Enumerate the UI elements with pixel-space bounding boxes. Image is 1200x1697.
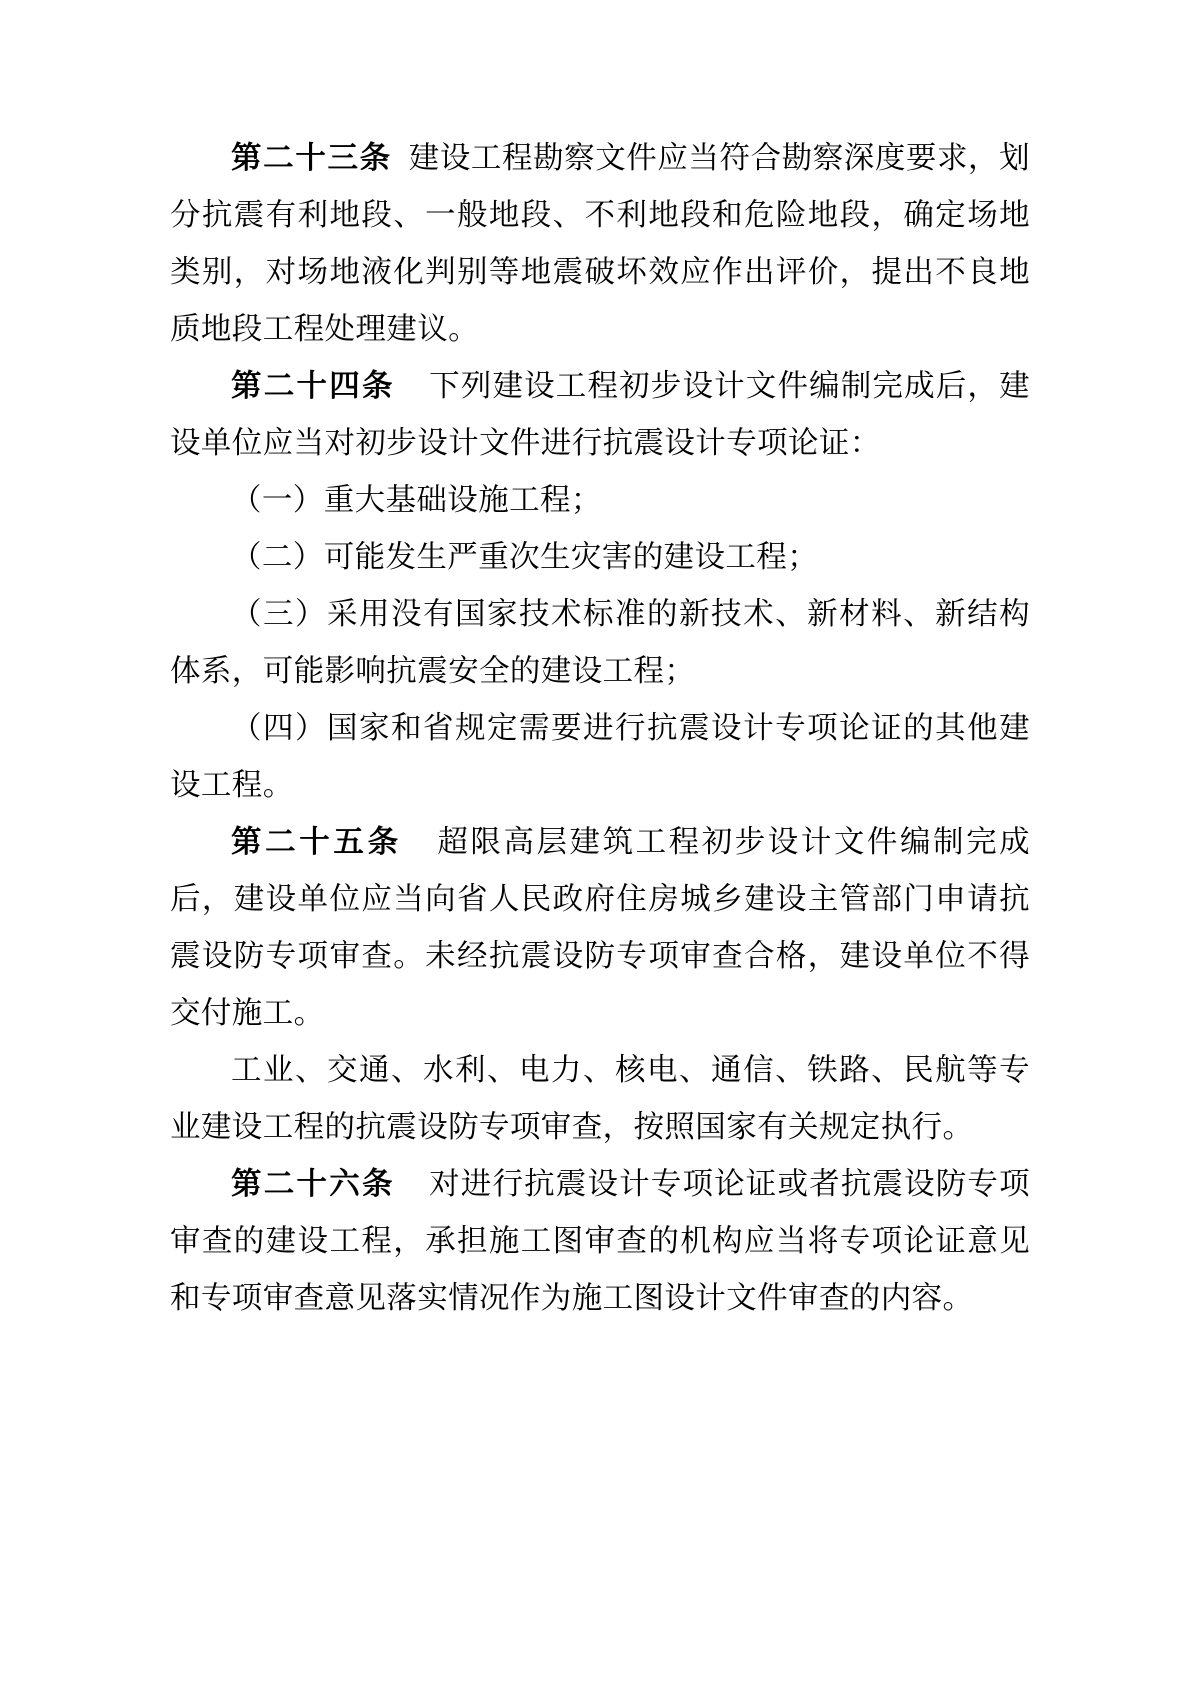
list-item-3: [170, 586, 1030, 700]
list-item-1: [170, 472, 1030, 529]
list-item-text: （二）可能发生严重次生灾害的建设工程；: [231, 540, 819, 575]
paragraph-text: 工业、交通、水利、电力、核电、通信、铁路、民航等专业建设工程的抗震设防专项审查，按照国家有关规定执行。: [170, 1053, 1030, 1145]
paragraph-article-26: [170, 1156, 1030, 1327]
paragraph-article-25-second: [170, 1042, 1030, 1156]
list-item-text: （一）重大基础设施工程；: [231, 483, 602, 518]
paragraph-article-25: [170, 814, 1030, 1042]
article-label: 第二十六条: [231, 1166, 395, 1202]
article-label: 第二十五条: [231, 824, 402, 860]
list-item-4: [170, 700, 1030, 814]
paragraph-text: 建设工程勘察文件应当符合勘察深度要求，划分抗震有利地段、一般地段、不利地段和危险地段，确定场地类别，对场地液化判别等地震破坏效应作出评价，提出不良地质地段工程处理建议。: [170, 141, 1031, 347]
list-item-text: （四）国家和省规定需要进行抗震设计专项论证的其他建设工程。: [170, 711, 1030, 803]
paragraph-article-23: [170, 130, 1030, 358]
article-label: 第二十四条: [231, 368, 395, 404]
document-body: [170, 130, 1030, 1327]
paragraph-text: 下列建设工程初步设计文件编制完成后，建设单位应当对初步设计文件进行抗震设计专项论证：: [170, 369, 1030, 461]
paragraph-text: 超限高层建筑工程初步设计文件编制完成后，建设单位应当向省人民政府住房城乡建设主管部门申请抗震设防专项审查。未经抗震设防专项审查合格，建设单位不得交付施工。: [170, 825, 1031, 1031]
list-item-text: （三）采用没有国家技术标准的新技术、新材料、新结构体系，可能影响抗震安全的建设工程；: [170, 597, 1030, 689]
list-item-2: [170, 529, 1030, 586]
paragraph-text: 对进行抗震设计专项论证或者抗震设防专项审查的建设工程，承担施工图审查的机构应当将专项论证意见和专项审查意见落实情况作为施工图设计文件审查的内容。: [170, 1167, 1030, 1316]
article-label: 第二十三条: [231, 140, 392, 176]
paragraph-article-24: [170, 358, 1030, 472]
